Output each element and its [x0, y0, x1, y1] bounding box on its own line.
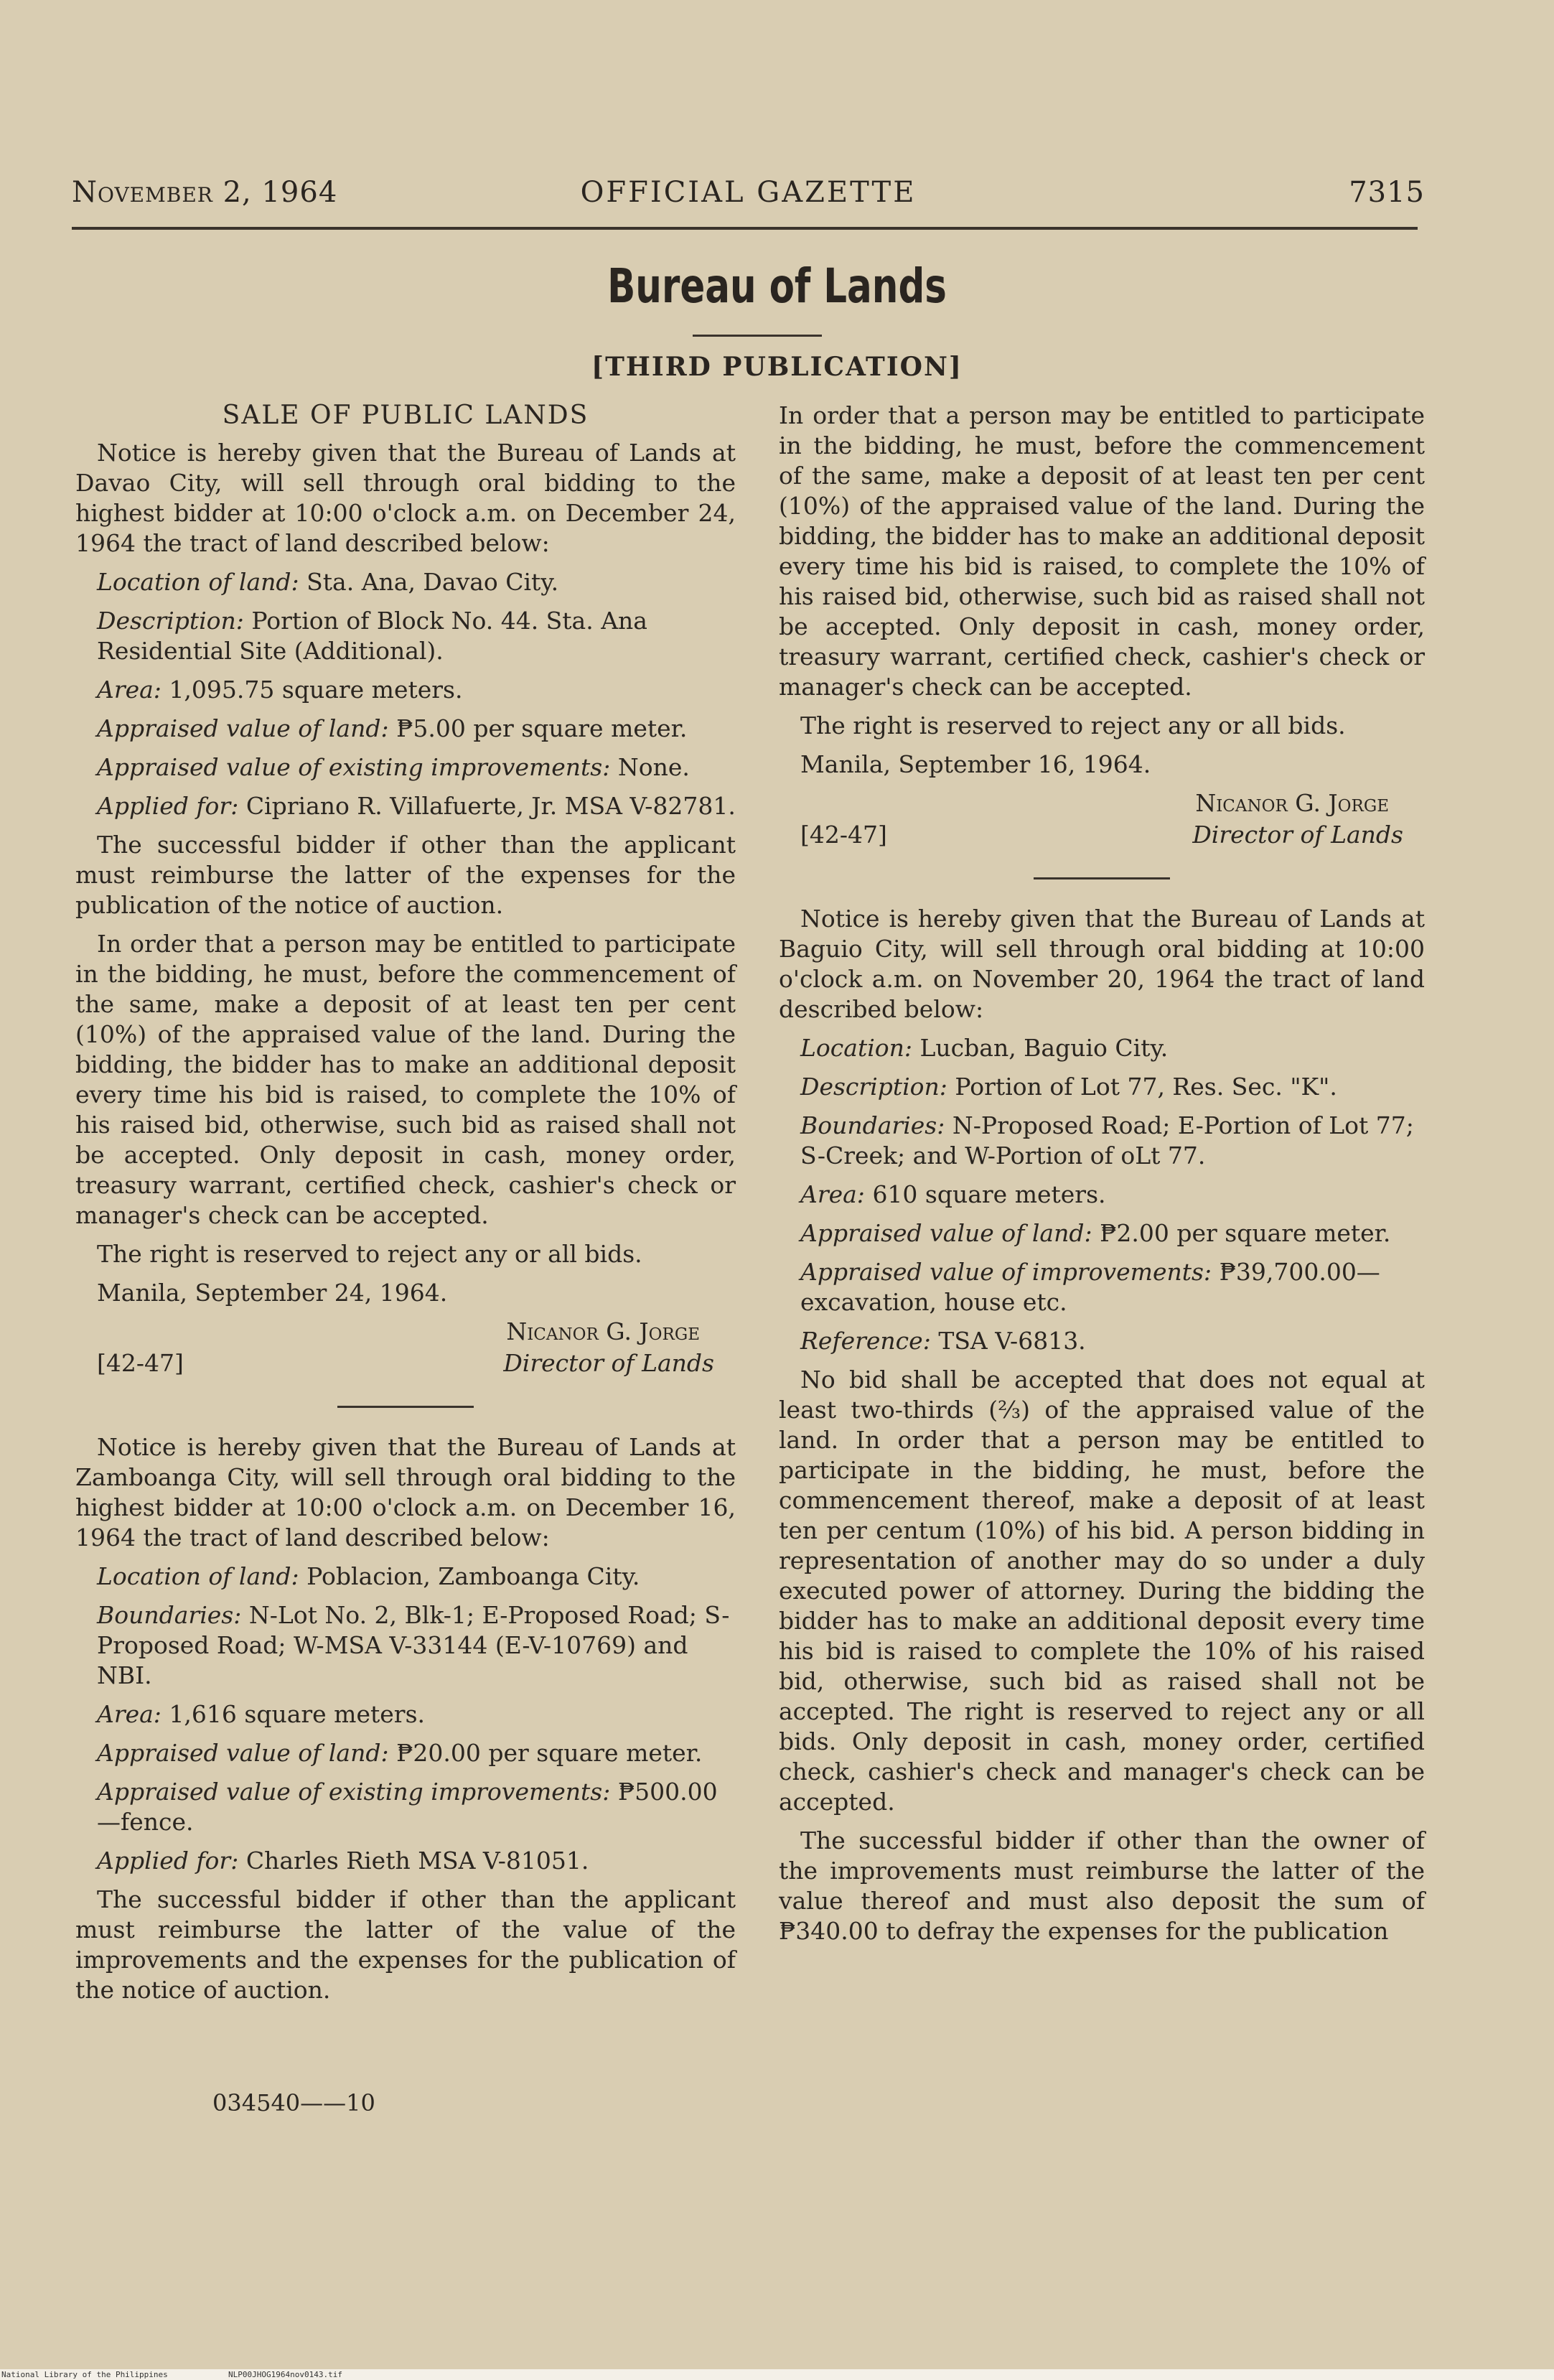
notice-code: [42-47] — [97, 1349, 184, 1377]
publication-tag: [THIRD PUBLICATION] — [591, 352, 963, 382]
left-column — [75, 401, 736, 2014]
field-value: N-Proposed Road; E-Portion of Lot 77; S-Creek; and W-Portion of oLt 77. — [800, 1111, 1414, 1170]
field-label: Applied for: — [97, 792, 239, 820]
field-value: Sta. Ana, Davao City. — [306, 568, 559, 596]
field-value: Cipriano R. Villafuerte, Jr. MSA V-82781. — [245, 792, 736, 820]
field-value: ₱500.00—fence. — [97, 1778, 718, 1836]
field-label: Appraised value of land: — [97, 714, 389, 742]
publication-name: OFFICIAL GAZETTE — [580, 176, 917, 209]
notice-intro: Notice is hereby given that the Bureau of Lands at Baguio City, will sell through oral bidding at 10:00 o'clock a.m. on November 20, 1964 the tract of land described below: — [779, 905, 1425, 1023]
scan-filename: NLP00JHOG1964nov0143.tif — [228, 2370, 342, 2379]
field-label: Boundaries: — [800, 1111, 945, 1139]
notice-intro: Notice is hereby given that the Bureau of Lands at Zamboanga City, will sell through oral bidding to the highest bidder at 10:00 o'clock a.m. on December 16, 1964 the tract of land described below: — [75, 1433, 736, 1551]
scan-library: National Library of the Philippines — [1, 2370, 168, 2379]
field-value: Charles Rieth MSA V-81051. — [245, 1847, 589, 1875]
field-value: ₱5.00 per square meter. — [396, 714, 688, 742]
signature-block — [75, 1317, 736, 1389]
appraised-improvements-field — [779, 1257, 1425, 1317]
signatory-title: Director of Lands — [1192, 821, 1403, 849]
successful-bidder-paragraph: The successful bidder if other than the applicant must reimburse the latter of the expenses for the publication of the notice of auction. — [75, 831, 736, 919]
applied-for-field — [75, 1846, 736, 1876]
right-reserved-paragraph: The right is reserved to reject any or all bids. — [800, 711, 1346, 739]
field-value: ₱2.00 per square meter. — [1100, 1219, 1391, 1247]
field-value: Portion of Block No. 44. Sta. Ana Residential Site (Additional). — [97, 607, 647, 665]
field-label: Location of land: — [97, 1562, 299, 1590]
location-field — [75, 567, 736, 597]
section-title: Bureau of Lands — [607, 258, 947, 314]
field-label: Appraised value of existing improvements: — [97, 753, 611, 781]
field-label: Appraised value of land: — [97, 1739, 389, 1767]
issue-date: November 2, 1964 — [72, 176, 338, 209]
field-label: Applied for: — [97, 1847, 239, 1875]
field-label: Description: — [800, 1073, 947, 1101]
page-number: 7315 — [1349, 176, 1425, 209]
field-label: Location: — [800, 1034, 912, 1062]
signatory-name: Nicanor G. Jorge — [506, 1317, 700, 1345]
field-label: Area: — [97, 676, 162, 704]
field-value: N-Lot No. 2, Blk-1; E-Proposed Road; S-Proposed Road; W-MSA V-33144 (E-V-10769) and NBI. — [97, 1601, 730, 1689]
field-label: Appraised value of land: — [800, 1219, 1092, 1247]
notice-heading: SALE OF PUBLIC LANDS — [222, 401, 589, 430]
field-label: Location of land: — [97, 568, 299, 596]
appraised-land-field — [75, 1738, 736, 1768]
deposit-paragraph: In order that a person may be entitled to participate in the bidding, he must, before the commencement of the same, make a deposit of at least ten per cent (10%) of the appraised value of the land. During the bidding, the bidder has to make an additional deposit every time his bid is raised, to complete the 10% of his raised bid, otherwise, such bid as raised shall not be accepted. Only deposit in cash, money order, treasury warrant, certified check, cashier's check or manager's check can be accepted. — [75, 930, 736, 1229]
notice-divider — [337, 1406, 474, 1408]
field-value: Portion of Lot 77, Res. Sec. "K". — [955, 1073, 1337, 1101]
field-label: Appraised value of existing improvements: — [97, 1778, 611, 1806]
boundaries-field — [779, 1111, 1425, 1171]
field-value: TSA V-6813. — [938, 1327, 1086, 1355]
reference-field — [779, 1326, 1425, 1356]
field-label: Area: — [800, 1180, 865, 1208]
field-value: None. — [617, 753, 690, 781]
description-field — [75, 606, 736, 666]
field-value: Lucban, Baguio City. — [919, 1034, 1169, 1062]
area-field — [75, 675, 736, 705]
title-rule — [693, 335, 822, 337]
appraised-improvements-field — [75, 1777, 736, 1837]
area-field — [779, 1180, 1425, 1210]
footer-code: 034540——10 — [212, 2089, 375, 2117]
page-header — [72, 176, 1425, 219]
location-field — [75, 1562, 736, 1592]
right-column — [779, 401, 1425, 1955]
successful-bidder-paragraph: The successful bidder if other than the applicant must reimburse the latter of the value of the improvements and the expenses for the publication of the notice of auction. — [75, 1885, 736, 2004]
no-bid-paragraph: No bid shall be accepted that does not equal at least two-thirds (⅔) of the appraised value of the land. In order that a person may be entitled to participate in the bidding, he must, before the commencement thereof, make a deposit of at least ten per centum (10%) of his bid. A person bidding in representation of another may do so under a duly executed power of attorney. During the bidding the bidder has to make an additional deposit every time his bid is raised to complete the 10% of his raised bid, otherwise, such bid as raised shall not be accepted. The right is reserved to reject any or all bids. Only deposit in cash, money order, certified check, cashier's check and manager's check can be accepted. — [779, 1366, 1425, 1816]
field-value: Poblacion, Zamboanga City. — [306, 1562, 640, 1590]
scan-credit-bar — [0, 2369, 1554, 2380]
appraised-improvements-field — [75, 752, 736, 783]
deposit-paragraph: In order that a person may be entitled to participate in the bidding, he must, before the commencement of the same, make a deposit of at least ten per cent (10%) of the appraised value of the land. During the bidding, the bidder has to make an additional deposit every time his bid is raised, to complete the 10% of his raised bid, otherwise, such bid as raised shall not be accepted. Only deposit in cash, money order, treasury warrant, certified check, cashier's check or manager's check can be accepted. — [779, 401, 1425, 701]
field-value: 1,095.75 square meters. — [169, 676, 463, 704]
field-value: 1,616 square meters. — [169, 1700, 425, 1728]
successful-bidder-paragraph: The successful bidder if other than the owner of the improvements must reimburse the latter of the value thereof and must also deposit the sum of ₱340.00 to defray the expenses for the publication — [779, 1826, 1425, 1945]
location-field — [779, 1033, 1425, 1063]
place-date: Manila, September 24, 1964. — [97, 1279, 448, 1307]
right-reserved-paragraph: The right is reserved to reject any or all bids. — [97, 1240, 642, 1268]
field-label: Area: — [97, 1700, 162, 1728]
applied-for-field — [75, 791, 736, 821]
appraised-land-field — [75, 714, 736, 744]
notice-divider — [1034, 877, 1170, 879]
field-label: Boundaries: — [97, 1601, 242, 1629]
field-value: 610 square meters. — [872, 1180, 1106, 1208]
field-label: Appraised value of improvements: — [800, 1258, 1212, 1286]
field-label: Reference: — [800, 1327, 931, 1355]
signatory-title: Director of Lands — [503, 1349, 714, 1377]
signature-block — [779, 788, 1425, 860]
appraised-land-field — [779, 1218, 1425, 1249]
header-rule — [72, 227, 1418, 230]
field-value: ₱20.00 per square meter. — [396, 1739, 703, 1767]
notice-code: [42-47] — [800, 821, 887, 849]
place-date: Manila, September 16, 1964. — [800, 750, 1151, 778]
notice-intro: Notice is hereby given that the Bureau of Lands at Davao City, will sell through oral bidding to the highest bidder at 10:00 o'clock a.m. on December 24, 1964 the tract of land described below: — [75, 439, 736, 557]
boundaries-field — [75, 1600, 736, 1691]
area-field — [75, 1699, 736, 1730]
signatory-name: Nicanor G. Jorge — [1195, 789, 1389, 817]
description-field — [779, 1072, 1425, 1102]
field-value: ₱39,700.00—excavation, house etc. — [800, 1258, 1380, 1316]
field-label: Description: — [97, 607, 244, 635]
